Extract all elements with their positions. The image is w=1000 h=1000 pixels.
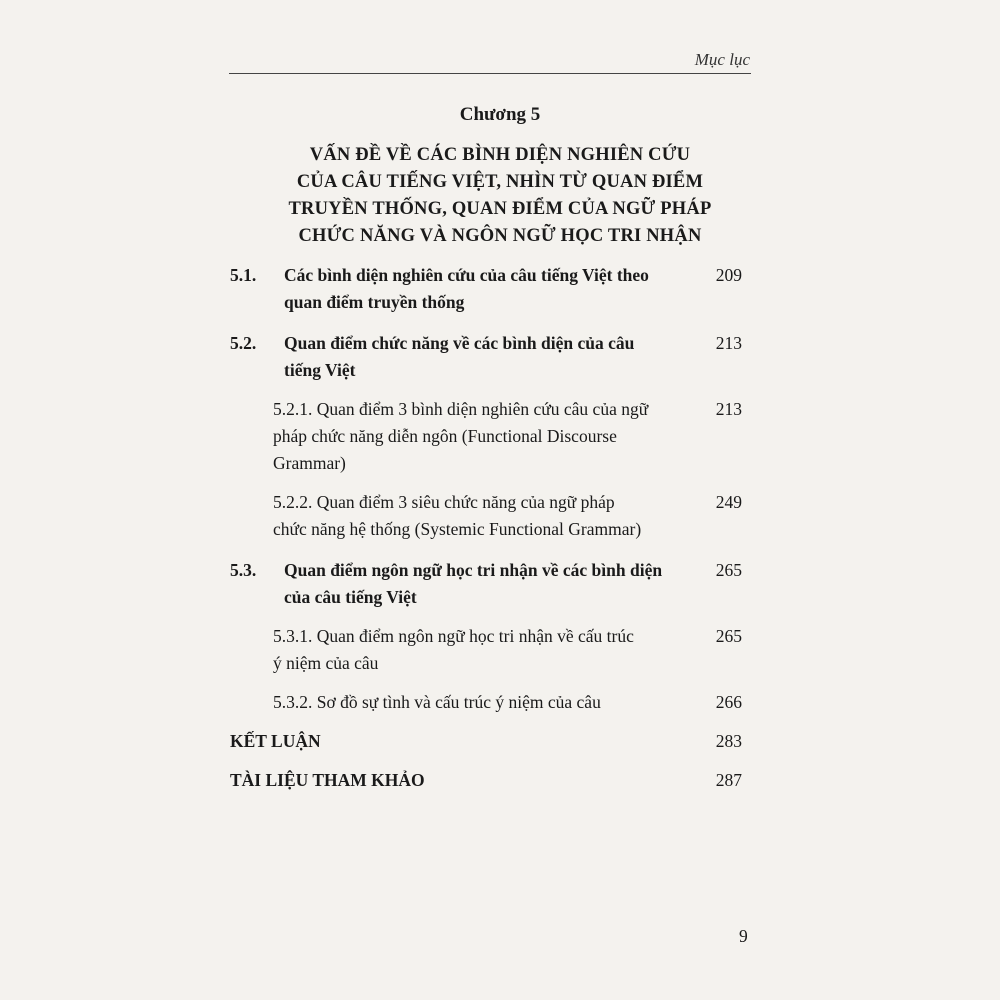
header-rule: [229, 73, 751, 74]
toc-entry-text: ý niệm của câu: [273, 653, 379, 673]
toc-entry-text: pháp chức năng diễn ngôn (Functional Discourse: [273, 426, 617, 446]
toc-entry-text: TÀI LIỆU THAM KHẢO: [230, 770, 425, 790]
toc-entry-page: 287: [715, 770, 742, 790]
toc-entry-text: 5.3.2. Sơ đồ sự tình và cấu trúc ý niệm của câu: [273, 692, 601, 712]
toc-entry-text: quan điểm truyền thống: [284, 292, 465, 312]
chapter-title-line: CHỨC NĂNG VÀ NGÔN NGỮ HỌC TRI NHẬN: [298, 226, 702, 246]
chapter-title: [230, 142, 770, 250]
toc-entry-text: Quan điểm ngôn ngữ học tri nhận về các bình diện: [284, 560, 663, 580]
running-head: Mục lục: [694, 50, 750, 69]
toc-entry-5-3-1: [230, 623, 742, 677]
chapter-title-line: CỦA CÂU TIẾNG VIỆT, NHÌN TỪ QUAN ĐIỂM: [296, 172, 704, 192]
table-of-contents: [230, 262, 742, 794]
toc-entry-text: Các bình diện nghiên cứu của câu tiếng Việt theo: [284, 265, 649, 285]
toc-entry-text: KẾT LUẬN: [230, 731, 321, 751]
chapter-title-line: TRUYỀN THỐNG, QUAN ĐIỂM CỦA NGỮ PHÁP: [288, 199, 712, 219]
toc-entry-text: Quan điểm chức năng về các bình diện của câu: [284, 333, 635, 353]
toc-entry-number: 5.2.: [230, 333, 257, 353]
toc-entry-number: 5.1.: [230, 265, 257, 285]
toc-entry-page: 283: [715, 731, 742, 751]
chapter-label: Chương 5: [459, 104, 541, 125]
toc-entry-text: 5.2.1. Quan điểm 3 bình diện nghiên cứu câu của ngữ: [273, 399, 649, 419]
toc-entry-page: 209: [715, 265, 742, 285]
toc-entry-conclusion: [230, 728, 742, 755]
page-number: 9: [739, 926, 748, 946]
toc-entry-5-2-1: [230, 396, 742, 477]
toc-entry-number: 5.3.: [230, 560, 257, 580]
chapter-title-line: VẤN ĐỀ VỀ CÁC BÌNH DIỆN NGHIÊN CỨU: [309, 145, 691, 165]
toc-entry-text: của câu tiếng Việt: [284, 587, 417, 607]
toc-entry-text: 5.2.2. Quan điểm 3 siêu chức năng của ngữ pháp: [273, 492, 615, 512]
toc-entry-page: 266: [715, 692, 742, 712]
toc-entry-text: Grammar): [273, 453, 346, 473]
toc-entry-5-1: [230, 262, 742, 316]
toc-entry-page: 249: [715, 492, 742, 512]
toc-entry-page: 265: [715, 560, 742, 580]
toc-entry-page: 265: [715, 626, 742, 646]
toc-entry-5-3: [230, 557, 742, 611]
toc-entry-page: 213: [715, 399, 742, 419]
toc-entry-text: tiếng Việt: [284, 360, 356, 380]
toc-entry-text: 5.3.1. Quan điểm ngôn ngữ học tri nhận về cấu trúc: [273, 626, 634, 646]
toc-entry-5-3-2: [230, 689, 742, 716]
toc-entry-5-2-2: [230, 489, 742, 543]
toc-entry-text: chức năng hệ thống (Systemic Functional Grammar): [273, 519, 642, 539]
toc-entry-page: 213: [715, 333, 742, 353]
toc-entry-references: [230, 767, 742, 794]
toc-entry-5-2: [230, 330, 742, 384]
